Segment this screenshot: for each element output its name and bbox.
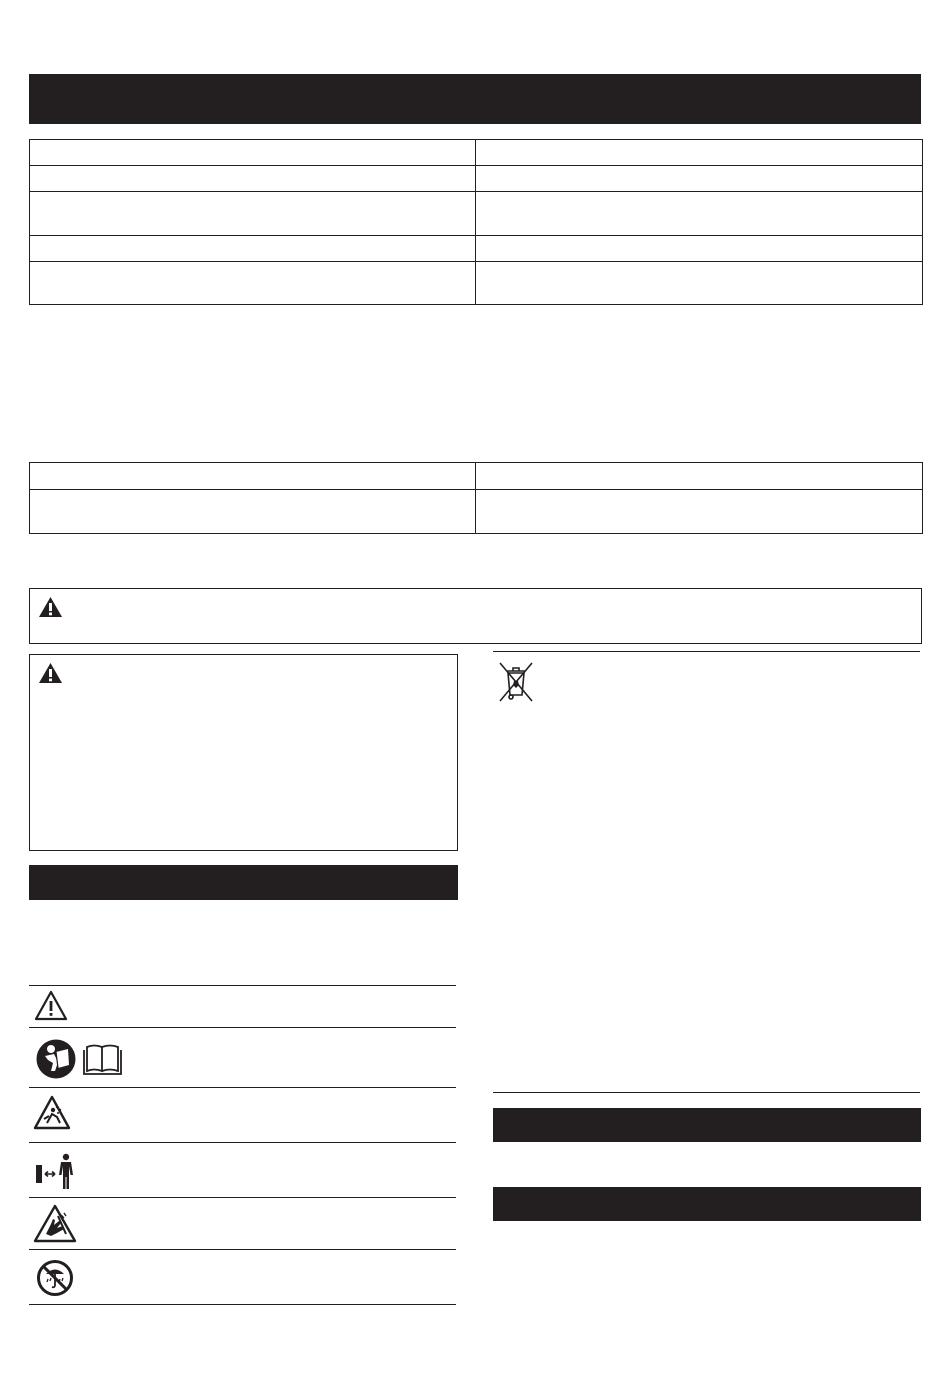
divider [493,1092,920,1093]
section-header-bar [493,1108,921,1142]
warning-triangle-icon [38,596,63,618]
table-cell [476,262,923,305]
divider [29,1087,456,1088]
table-row [30,236,923,262]
table-cell [30,490,476,534]
symbols-section-header [29,865,458,900]
table-cell [30,236,476,262]
divider [29,985,456,986]
table-cell [30,463,476,490]
divider [29,1142,456,1143]
table-row [30,463,923,490]
table-row [30,262,923,305]
table-cell [476,192,923,236]
table-cell [30,262,476,305]
table-cell [476,166,923,192]
table-cell [476,140,923,166]
warning-triangle-icon [38,662,63,684]
divider [29,1027,456,1028]
table-cell [476,463,923,490]
section-header-bar [493,1187,921,1221]
keep-distance-icon [35,1153,77,1191]
warning-banner [29,588,922,644]
table-row [30,140,923,166]
flying-debris-icon [33,1095,71,1131]
table-cell [30,140,476,166]
table-cell [30,192,476,236]
divider [493,651,920,652]
table-cell [476,236,923,262]
read-manual-icon [36,1038,122,1080]
divider [29,1304,456,1305]
table-cell [476,490,923,534]
specification-table [29,139,923,305]
warning-box [29,654,458,851]
no-rain-exposure-icon [36,1259,74,1297]
general-warning-icon [34,990,68,1022]
table-row [30,166,923,192]
hand-cut-hazard-icon [33,1204,77,1244]
table-row [30,490,923,534]
divider [29,1197,456,1198]
crossed-out-wheelie-bin-icon [498,661,534,703]
specification-table-2 [29,462,923,534]
divider [29,1249,456,1250]
table-cell [30,166,476,192]
table-row [30,192,923,236]
section-header-bar [29,74,921,124]
